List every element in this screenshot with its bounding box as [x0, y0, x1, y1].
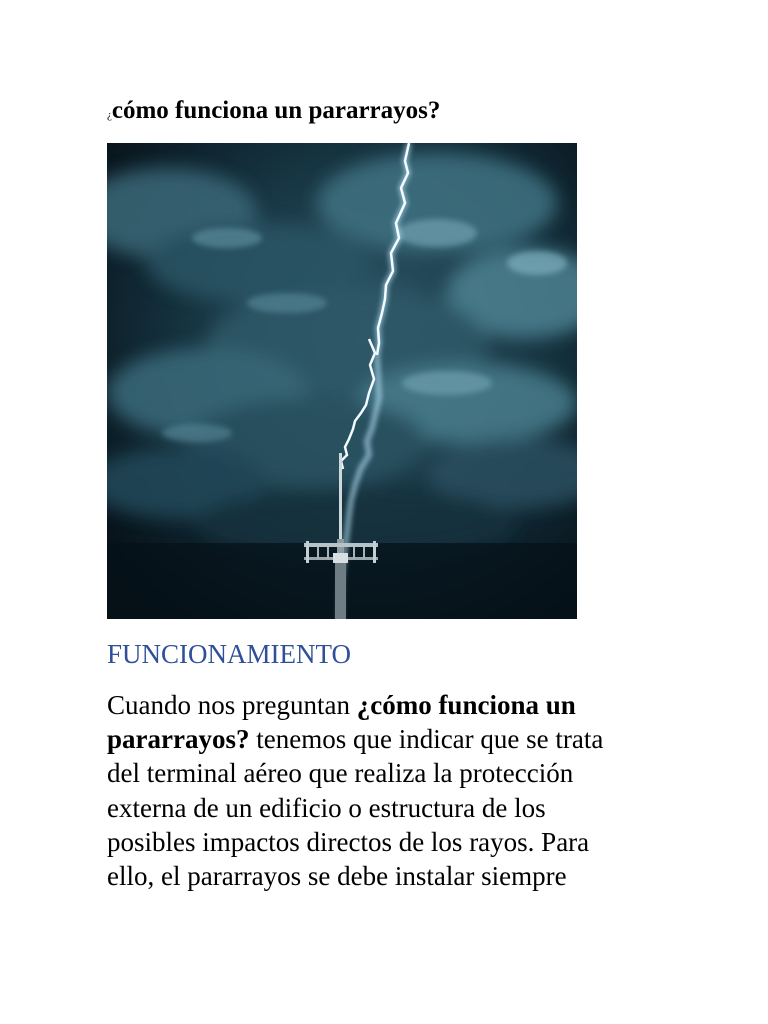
paragraph-line — [107, 722, 667, 756]
body-paragraph — [107, 688, 667, 893]
paragraph-line: ello, el pararrayos se debe instalar siempre — [107, 861, 567, 892]
paragraph-bold-question-end: pararrayos? — [107, 724, 250, 755]
paragraph-bold-question: ¿cómo funciona un — [356, 690, 576, 720]
paragraph-line — [107, 688, 667, 722]
storm-illustration — [107, 143, 577, 619]
paragraph-line: externa de un edificio o estructura de los — [107, 792, 546, 823]
section-heading: FUNCIONAMIENTO — [107, 639, 352, 669]
paragraph-line: posibles impactos directos de los rayos. Para — [107, 826, 590, 857]
title-inverted-question-mark: ¿ — [107, 109, 112, 121]
lightning-rod-photo — [107, 143, 577, 619]
paragraph-line: del terminal aéreo que realiza la protección — [107, 758, 574, 789]
paragraph-text: Cuando nos preguntan — [107, 690, 357, 720]
paragraph-text: tenemos que indicar que se trata — [249, 724, 604, 755]
title-text: cómo funciona un pararrayos? — [111, 97, 441, 124]
document-title — [107, 95, 440, 131]
